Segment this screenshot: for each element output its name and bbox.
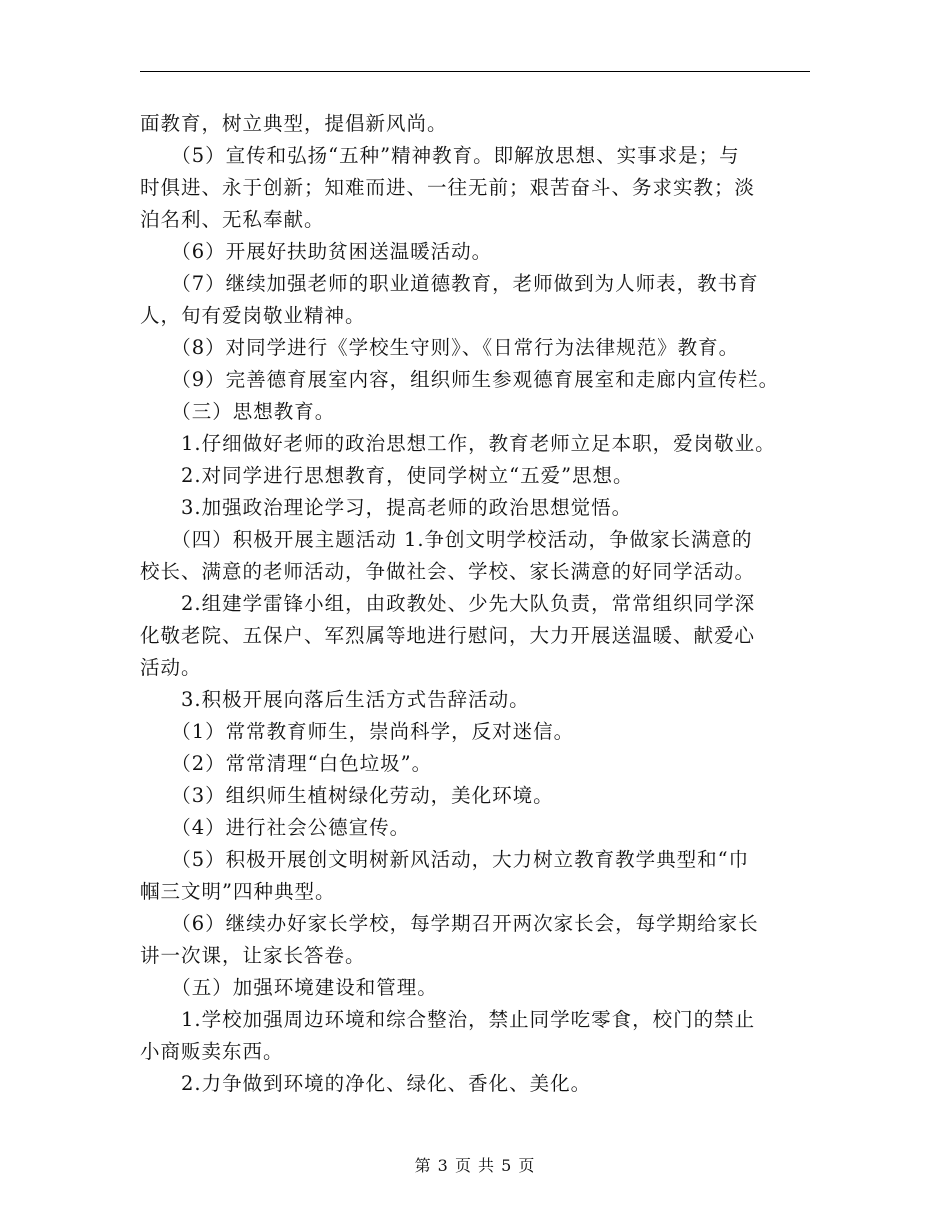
text-line: 泊名利、无私奉献。 bbox=[140, 208, 325, 231]
text-line: 小商贩卖东西。 bbox=[140, 1040, 284, 1063]
text-line: 2.组建学雷锋小组，由政教处、少先大队负责，常常组织同学深 bbox=[140, 592, 756, 615]
text-line: （五）加强环境建设和管理。 bbox=[140, 976, 438, 999]
text-line: 2.对同学进行思想教育，使同学树立“五爱”思想。 bbox=[140, 464, 634, 487]
text-line: 讲一次课，让家长答卷。 bbox=[140, 944, 366, 967]
text-line: 人，旬有爱岗敬业精神。 bbox=[140, 304, 366, 327]
text-line: 1.学校加强周边环境和综合整治，禁止同学吃零食，校门的禁止 bbox=[140, 1008, 756, 1031]
text-line: （四）积极开展主题活动 1.争创文明学校活动，争做家长满意的 bbox=[140, 528, 753, 551]
text-line: （2）常常清理“白色垃圾”。 bbox=[140, 752, 433, 775]
text-line: 1.仔细做好老师的政治思想工作，教育老师立足本职，爱岗敬业。 bbox=[140, 432, 776, 455]
page-footer: 第 3 页 共 5 页 bbox=[414, 1156, 536, 1175]
text-line: （9）完善德育展室内容，组织师生参观德育展室和走廊内宣传栏。 bbox=[140, 368, 780, 391]
text-line: 活动。 bbox=[140, 656, 202, 679]
text-line: 时俱进、永于创新；知难而进、一往无前；艰苦奋斗、务求实教；淡 bbox=[140, 176, 756, 199]
text-line: 3.积极开展向落后生活方式告辞活动。 bbox=[140, 688, 530, 711]
text-line: 校长、满意的老师活动，争做社会、学校、家长满意的好同学活动。 bbox=[140, 560, 756, 583]
text-line: （5）宣传和弘扬“五种”精神教育。即解放思想、实事求是；与 bbox=[140, 144, 740, 167]
text-line: （3）组织师生植树绿化劳动，美化环境。 bbox=[140, 784, 554, 807]
text-line: （1）常常教育师生，崇尚科学，反对迷信。 bbox=[140, 720, 575, 743]
text-line: 化敬老院、五保户、军烈属等地进行慰问，大力开展送温暖、献爱心 bbox=[140, 624, 756, 647]
text-line: （6）开展好扶助贫困送温暖活动。 bbox=[140, 240, 493, 263]
text-line: 2.力争做到环境的净化、绿化、香化、美化。 bbox=[140, 1072, 592, 1095]
text-line: （8）对同学进行《学校生守则》、《日常行为法律规范》教育。 bbox=[140, 336, 740, 359]
text-line: （5）积极开展创文明树新风活动，大力树立教育教学典型和“巾 bbox=[140, 848, 750, 871]
text-line: 帼三文明”四种典型。 bbox=[140, 880, 336, 903]
document-body bbox=[140, 108, 812, 1100]
text-line: （7）继续加强老师的职业道德教育，老师做到为人师表，教书育 bbox=[140, 272, 759, 295]
text-line: （4）进行社会公德宣传。 bbox=[140, 816, 411, 839]
text-line: 面教育，树立典型，提倡新风尚。 bbox=[140, 112, 448, 135]
text-line: 3.加强政治理论学习，提高老师的政治思想觉悟。 bbox=[140, 496, 633, 519]
text-line: （6）继续办好家长学校，每学期召开两次家长会，每学期给家长 bbox=[140, 912, 759, 935]
text-line: （三）思想教育。 bbox=[140, 400, 336, 423]
header-rule bbox=[140, 71, 810, 72]
